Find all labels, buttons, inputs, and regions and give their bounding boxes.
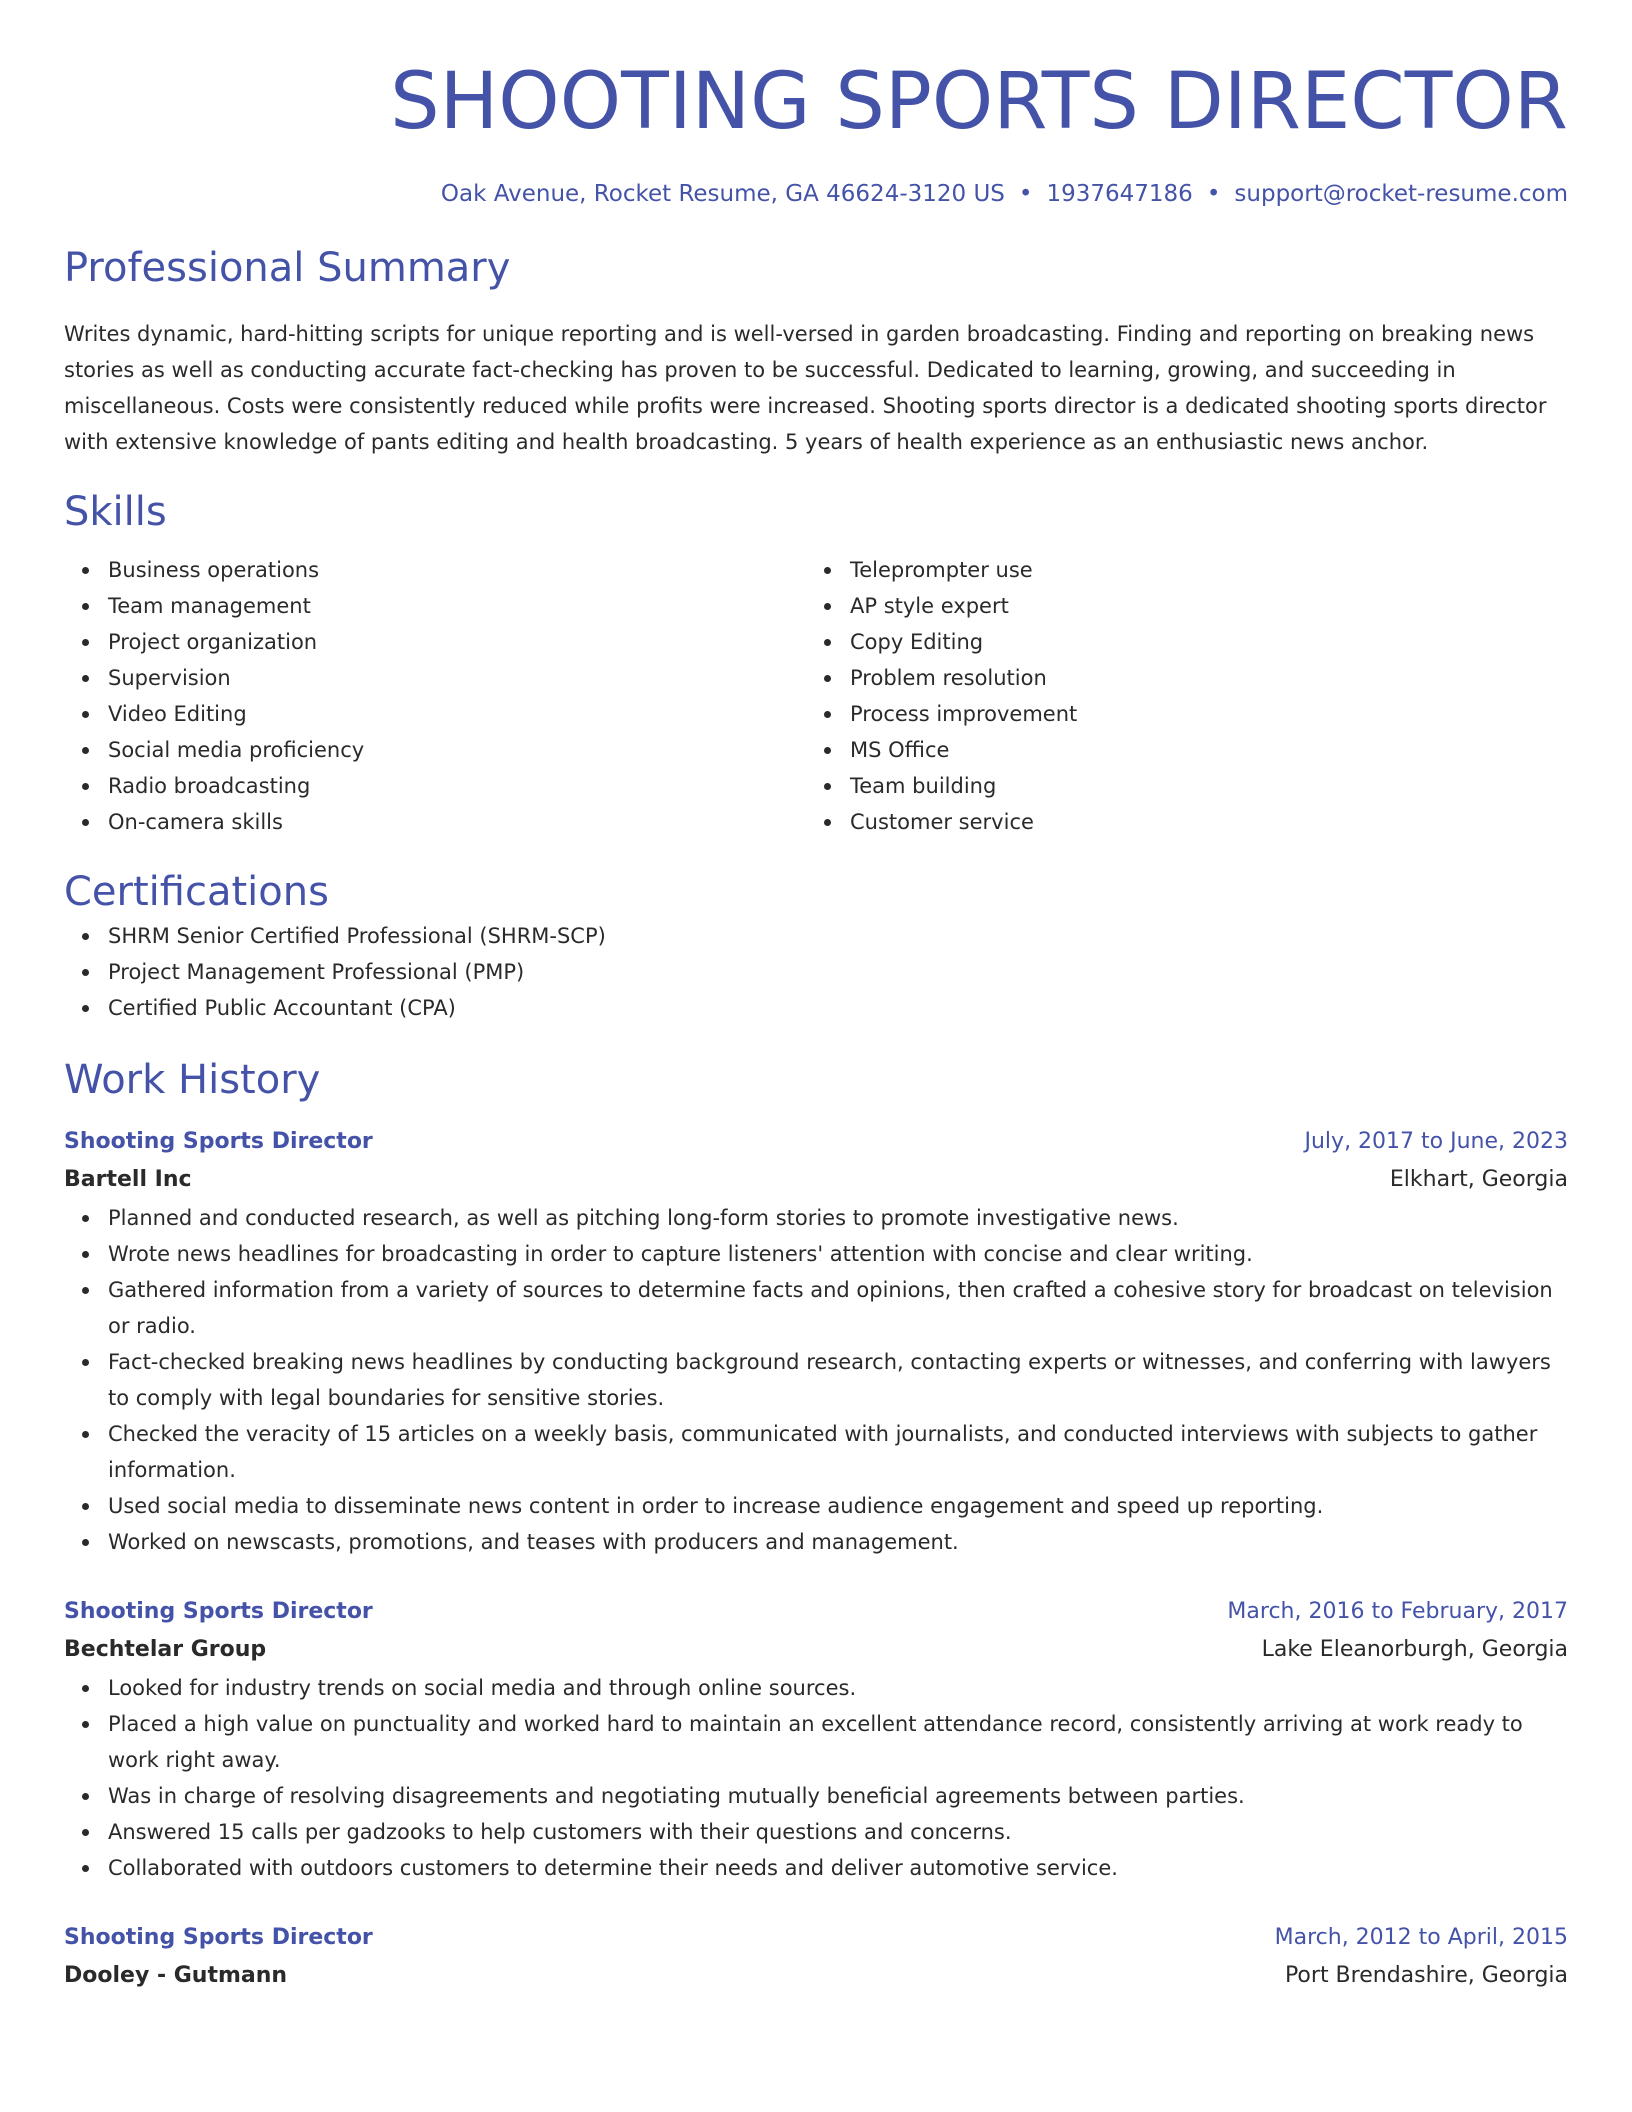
job-bullet-list (64, 1200, 1568, 1560)
job-dates: March, 2016 to February, 2017 (1227, 1599, 1568, 1624)
skill-item: Project organization (108, 624, 806, 660)
job-bullet: Fact-checked breaking news headlines by conducting background research, contacting experts or witnesses, and conferring with lawyers to comply with legal boundaries for sensitive stories. (108, 1344, 1568, 1416)
job-bullet: Was in charge of resolving disagreements and negotiating mutually beneficial agreements between parties. (108, 1778, 1568, 1814)
job-bullet: Used social media to disseminate news content in order to increase audience engagement and speed up reporting. (108, 1488, 1568, 1524)
section-title-skills: Skills (64, 489, 167, 535)
contact-separator: • (1206, 181, 1221, 207)
job-location: Elkhart, Georgia (1389, 1167, 1568, 1192)
certifications-list (64, 918, 1568, 1026)
job-bullet: Placed a high value on punctuality and worked hard to maintain an excellent attendance record, consistently arriving at work ready to work right away. (108, 1706, 1568, 1778)
job-bullet: Answered 15 calls per gadzooks to help customers with their questions and concerns. (108, 1814, 1568, 1850)
job-entry (64, 1124, 1568, 1560)
skill-item: Video Editing (108, 696, 806, 732)
skill-item: Radio broadcasting (108, 768, 806, 804)
section-title-summary: Professional Summary (64, 245, 511, 291)
contact-address: Oak Avenue, Rocket Resume, GA 46624-3120 US (440, 181, 1005, 207)
job-bullet-list (64, 1670, 1568, 1886)
skill-item: Copy Editing (850, 624, 1548, 660)
job-dates: July, 2017 to June, 2023 (1304, 1129, 1568, 1154)
skills-section (64, 486, 1568, 840)
skills-list-left (64, 552, 806, 840)
skills-column-right (806, 552, 1548, 840)
job-title-row (64, 1594, 1568, 1630)
job-title-row (64, 1124, 1568, 1160)
skill-item: Process improvement (850, 696, 1548, 732)
certification-item: Project Management Professional (PMP) (108, 954, 1568, 990)
skill-item: Supervision (108, 660, 806, 696)
job-bullet: Checked the veracity of 15 articles on a weekly basis, communicated with journalists, and conducted interviews with subjects to gather information. (108, 1416, 1568, 1488)
job-title: Shooting Sports Director (64, 1599, 373, 1624)
skill-item: Business operations (108, 552, 806, 588)
job-dates: March, 2012 to April, 2015 (1274, 1925, 1568, 1950)
job-bullet: Wrote news headlines for broadcasting in order to capture listeners' attention with concise and clear writing. (108, 1236, 1568, 1272)
job-location: Lake Eleanorburgh, Georgia (1261, 1637, 1568, 1662)
job-bullet: Collaborated with outdoors customers to determine their needs and deliver automotive service. (108, 1850, 1568, 1886)
skill-item: MS Office (850, 732, 1548, 768)
job-title: Shooting Sports Director (64, 1129, 373, 1154)
skills-list-right (806, 552, 1548, 840)
skill-item: AP style expert (850, 588, 1548, 624)
contact-line (64, 178, 1568, 210)
skill-item: On-camera skills (108, 804, 806, 840)
resume-header (64, 0, 1568, 210)
certifications-section (64, 866, 1568, 1026)
job-location: Port Brendashire, Georgia (1284, 1963, 1568, 1988)
certification-item: SHRM Senior Certified Professional (SHRM-SCP) (108, 918, 1568, 954)
contact-email[interactable]: support@rocket-resume.com (1234, 181, 1568, 207)
job-company-row (64, 1956, 1568, 1996)
contact-separator: • (1018, 181, 1033, 207)
section-title-certifications: Certifications (64, 869, 329, 915)
certification-item: Certified Public Accountant (CPA) (108, 990, 1568, 1026)
contact-phone: 1937647186 (1046, 181, 1193, 207)
skills-columns (64, 552, 1568, 840)
candidate-name: SHOOTING SPORTS DIRECTOR (390, 57, 1568, 147)
job-company: Bechtelar Group (64, 1637, 267, 1662)
job-entry (64, 1594, 1568, 1886)
job-company: Dooley - Gutmann (64, 1963, 288, 1988)
work-history-section (64, 1054, 1568, 1996)
professional-summary-section (64, 242, 1568, 460)
skill-item: Teleprompter use (850, 552, 1548, 588)
skill-item: Customer service (850, 804, 1548, 840)
skill-item: Team building (850, 768, 1548, 804)
summary-text: Writes dynamic, hard-hitting scripts for unique reporting and is well-versed in garden broadcasting. Finding and reporting on breaking news stories as well as conducting accurate fact-checking has proven to be successful. Dedicated to learning, growing, and succeeding in miscellaneous. Costs were consistently reduced while profits were increased. Shooting sports director is a dedicated shooting sports director with extensive knowledge of pants editing and health broadcasting. 5 years of health experience as an enthusiastic news anchor. (64, 322, 1547, 454)
job-entry (64, 1920, 1568, 1996)
job-company-row (64, 1630, 1568, 1670)
skill-item: Problem resolution (850, 660, 1548, 696)
job-title: Shooting Sports Director (64, 1925, 373, 1950)
job-bullet: Gathered information from a variety of sources to determine facts and opinions, then crafted a cohesive story for broadcast on television or radio. (108, 1272, 1568, 1344)
job-bullet: Planned and conducted research, as well as pitching long-form stories to promote investigative news. (108, 1200, 1568, 1236)
job-bullet: Worked on newscasts, promotions, and teases with producers and management. (108, 1524, 1568, 1560)
skill-item: Team management (108, 588, 806, 624)
job-title-row (64, 1920, 1568, 1956)
job-bullet: Looked for industry trends on social media and through online sources. (108, 1670, 1568, 1706)
job-company: Bartell Inc (64, 1167, 192, 1192)
section-title-work-history: Work History (64, 1057, 321, 1103)
skills-column-left (64, 552, 806, 840)
job-company-row (64, 1160, 1568, 1200)
skill-item: Social media proficiency (108, 732, 806, 768)
